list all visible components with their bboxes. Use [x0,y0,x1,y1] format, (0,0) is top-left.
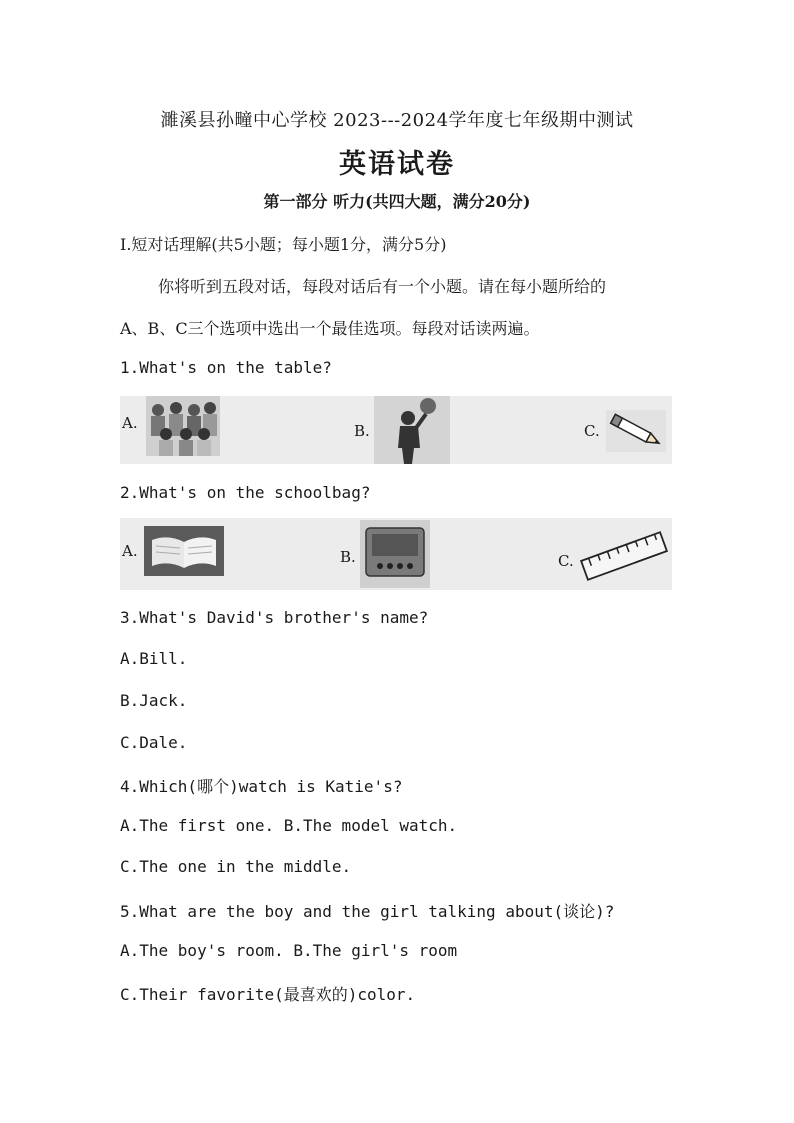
school-title: 濉溪县孙疃中心学校 2023---2024学年度七年级期中测试 [160,110,634,131]
question-2-stem: 2.What's on the schoolbag? [120,483,371,502]
q1-option-c-label: C. [584,422,600,440]
people-group-icon [146,396,220,456]
q5-options-ab: A.The boy's room. B.The girl's room [120,941,458,960]
pencil-icon [606,410,666,452]
q2-option-b-label: B. [340,548,356,566]
q1-option-b-label: B. [354,422,370,440]
q5-option-c: C.Their favorite(最喜欢的)color. [120,985,416,1004]
pencil-case-icon [360,520,430,588]
q4-options-ab: A.The first one. B.The model watch. [120,816,458,835]
question-1-stem: 1.What's on the table? [120,358,332,377]
question-3-stem: 3.What's David's brother's name? [120,608,429,627]
q3-option-c: C.Dale. [120,733,188,752]
question-2-picture-row [120,518,672,590]
question-5-stem: 5.What are the boy and the girl talking about(谈论)? [120,902,615,921]
subject-title: 英语试卷 [339,149,455,180]
ruler-icon [578,528,670,584]
basketball-player-icon [374,396,450,464]
part-title: 第一部分 听力(共四大题，满分20分) [263,192,531,211]
q2-option-a-label: A. [122,542,138,560]
question-4-stem: 4.Which(哪个)watch is Katie's? [120,777,403,796]
q2-option-c-label: C. [558,552,574,570]
question-1-picture-row [120,396,672,464]
open-book-icon [144,526,224,576]
q3-option-b: B.Jack. [120,691,188,710]
instruction-line-2: A、B、C三个选项中选出一个最佳选项。每段对话读两遍。 [120,319,540,338]
instruction-line-1: 你将听到五段对话，每段对话后有一个小题。请在每小题所给的 [158,277,607,296]
q4-option-c: C.The one in the middle. [120,857,352,876]
section-title: I.短对话理解(共5小题；每小题1分，满分5分) [120,235,447,254]
q3-option-a: A.Bill. [120,649,188,668]
q1-option-a-label: A. [122,414,138,432]
